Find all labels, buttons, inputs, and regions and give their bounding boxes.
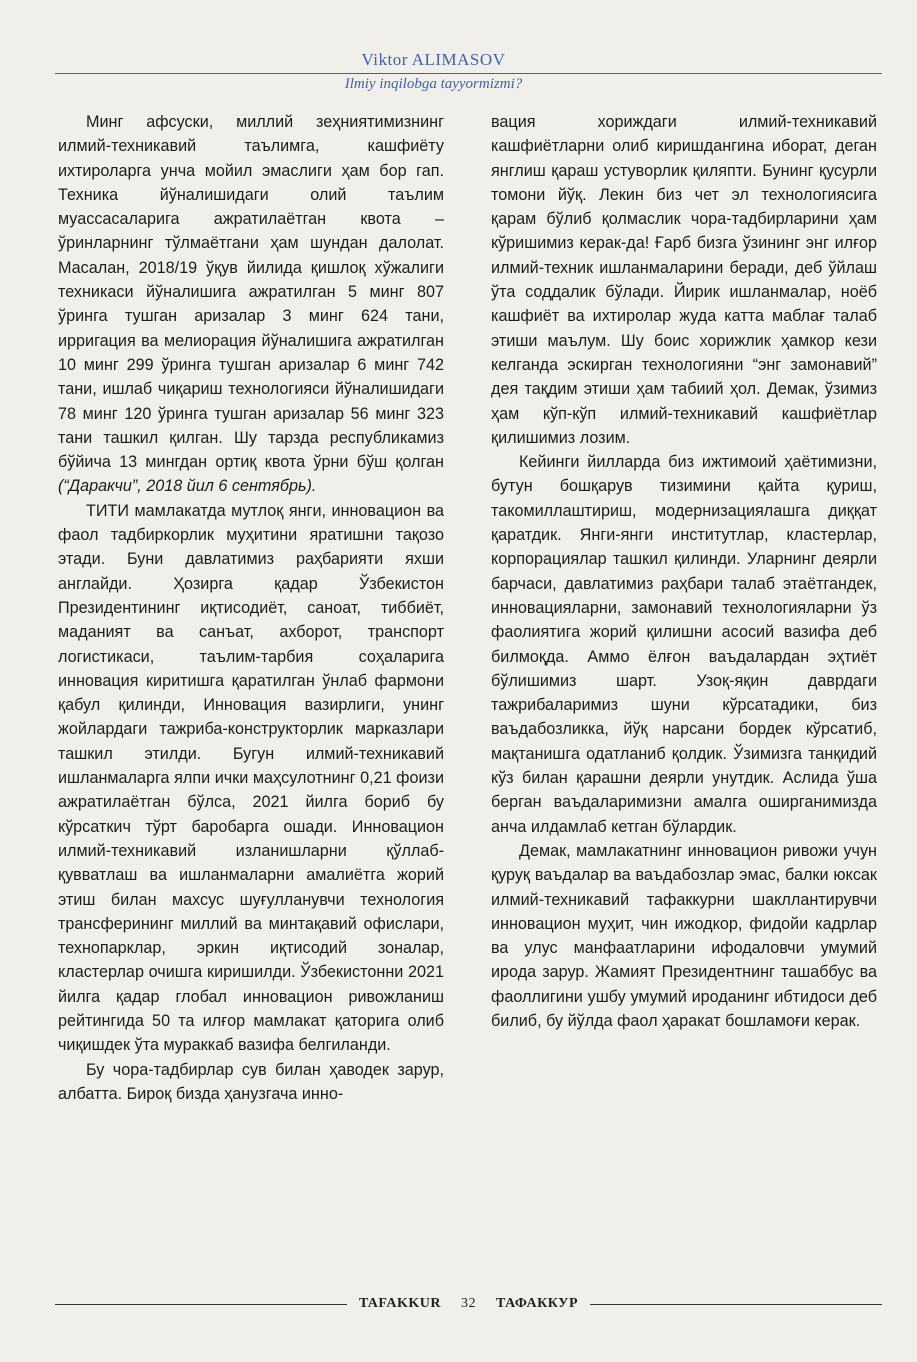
running-header	[55, 50, 882, 93]
header-rule	[55, 73, 882, 74]
footer-journal-latin: TAFAKKUR	[358, 1296, 442, 1311]
footer-rule-right	[590, 1304, 882, 1305]
paragraph: Демак, мамлакатнинг инновацион ривожи учун қуруқ ваъдалар ва ваъдабозлар эмас, балки юксак илмий-техникавий тафаккурни шакллантирувчи инновацион муҳит, чин ижодкор, фидойи кадрлар ва улус манфаатларини ифодаловчи умумий ирода зарур. Жамият Президентнинг ташаббус ва фаоллигини ушбу умумий ироданинг ибтидоси деб билиб, бу йўлда фаол ҳаракат бошламоғи керак.	[491, 841, 877, 1030]
citation: (“Даракчи”, 2018 йил 6 сентябрь).	[58, 477, 317, 496]
paragraph: Кейинги йилларда биз ижтимоий ҳаётимизни, бутун бошқарув тизимини қайта қуриш, такомиллаштириш, модернизациялашга диққат қаратдик. Янги-янги институтлар, кластерлар, корпорациялар ташкил қилинди. Уларнинг деярли барчаси, давлатимиз раҳбари талаб этаётгандек, инновацияларни, замонавий технологияларни ўз фаолиятига жорий қилишни асосий вазифа деб билмоқда. Аммо ёлғон ваъдалардан эҳтиёт бўлишимиз шарт. Узоқ-яқин даврдаги тажрибаларимиз шуни кўрсатадики, биз ваъдабозликка, йўқ нарсани бордек кўрсатиб, мақтанишга одатланиб қолдик. Ўзимизга танқидий кўз билан қарашни деярли унутдик. Аслида ўша берган ваъдаларимизни амалга оширганимизда анча илдамлаб кетган бўлардик.	[491, 453, 877, 836]
footer-journal-cyrillic: ТАФАККУР	[496, 1296, 579, 1311]
paragraph-text: Минг афсуски, миллий зеҳниятимизнинг илмий-техникавий таълимга, кашфиёту ихтироларга унча мойил эмаслиги ҳам бор гап. Техника йўналишидаги олий таълим муассасаларига ажратилаётган квота – ўринларнинг тўлмаётгани ҳам шундан далолат. Масалан, 2018/19 ўқув йилида қишлоқ хўжалиги техникаси йўналишига ажратилган 5 минг 807 ўринга тушган аризалар 3 минг 624 тани, ирригация ва мелиорация йўналишига ажратилган 10 минг 299 ўринга тушган аризалар 6 минг 742 тани, ишлаб чиқариш технологияси йўналишидаги 78 минг 120 ўринга тушган аризалар 56 минг 323 тани ташкил қилган. Шу тарзда республикамиз бўйича 13 мингдан ортиқ квота ўрни бўш қолган	[58, 113, 444, 472]
paragraph: ТИТИ мамлакатда мутлоқ янги, инновацион ва фаол тадбиркорлик муҳитини яратишни тақозо этади. Буни давлатимиз раҳбарияти яхши англайди. Ҳозирга қадар Ўзбекистон Президентининг иқтисодиёт, саноат, тиббиёт, маданият ва санъат, ахборот, транспорт логистикаси, таълим-тарбия соҳаларига инновация киритишга қаратилган ўнлаб фармони қабул қилинди, Инновация вазирлиги, унинг жойлардаги тажриба-конструкторлик марказлари ташкил этилди. Бугун илмий-техникавий ишланмаларга ялпи ички маҳсулотнинг 0,21 фоизи ажратилаётган бўлса, 2021 йилга бориб бу кўрсаткич тўрт баробарга ошади. Инновацион илмий-техникавий изланишларни қўллаб-қувватлаш ва ишланмаларни амалиётга жорий этиш билан махсус шуғулланувчи технология трансферининг миллий ва минтақавий офислари, технопарклар, эркин иқтисодий зоналар, кластерлар очишга киришилди. Ўзбекистонни 2021 йилга қадар глобал инновацион ривожланиш рейтингида 50 та илғор мамлакат қаторига олиб чиқишдек ўта мураккаб вазифа белгиланди.	[58, 501, 444, 1055]
page-number: 32	[461, 1296, 477, 1311]
footer-rule-left	[55, 1304, 347, 1305]
paragraph	[58, 110, 444, 499]
paragraph: вация хориждаги илмий-техникавий кашфиётларни олиб киришдангина иборат, деган янглиш қараш устуворлик қиляпти. Бунинг қусурли томони йўқ. Лекин биз чет эл технологиясига қарам бўлиб қолмаслик чора-тадбирларини ҳам кўришимиз керак-да! Ғарб бизга ўзининг энг илғор илмий-техник ишланмаларини беради, деб ўйлаш ўта соддалик бўлади. Йирик ишланмалар, ноёб кашфиёт ва ихтиролар жуда катта маблағ талаб этиши маълум. Шу боис хорижлик ҳамкор кези келганда эскирган технологияни “энг замонавий” дея тақдим этиши ҳам табиий ҳол. Демак, ўзимиз ҳам кўп-кўп илмий-техникавий кашфиётлар қилишимиз лозим.	[491, 113, 877, 447]
page-footer	[55, 1296, 882, 1312]
paragraph: Бу чора-тадбирлар сув билан ҳаводек зарур, албатта. Бироқ бизда ҳанузгача инно-	[58, 1060, 444, 1103]
footer-center	[347, 1296, 590, 1312]
left-column	[58, 110, 444, 1106]
right-column	[491, 110, 877, 1033]
header-author: Viktor ALIMASOV	[361, 50, 506, 69]
header-subtitle: Ilmiy inqilobga tayyormizmi?	[344, 76, 523, 92]
